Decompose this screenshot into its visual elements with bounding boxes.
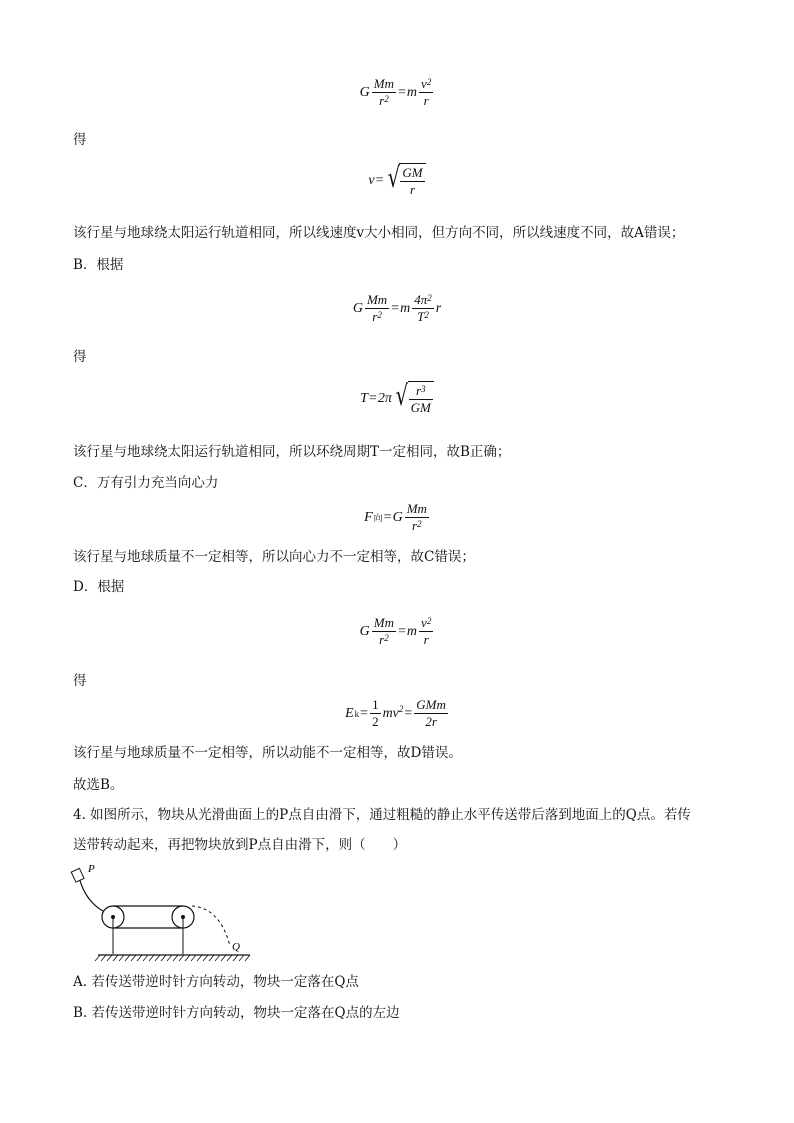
sqrt-r3-over-gm: √ $\frac{r^3}{GM}$: [393, 381, 434, 416]
option-b: B. 若传送带逆时针方向转动，物块一定落在Q点的左边: [73, 1005, 400, 1021]
text-de-2: 得: [73, 349, 87, 365]
text-note-b: 该行星与地球绕太阳运行轨道相同，所以环绕周期T一定相同，故B正确；: [73, 444, 511, 460]
equation-velocity: v = √ $\frac{GM}{r}$: [0, 163, 794, 198]
fraction-v2-over-r: $\frac{v^2}{r}$: [421, 76, 432, 108]
equation-centripetal-force: F 向 = G $\frac{Mm}{r^2}$: [364, 501, 427, 533]
question-4-line-1: 4. 如图所示，物块从光滑曲面上的P点自由滑下，通过粗糙的静止水平传送带后落到地面上的Q点。若传: [73, 807, 691, 823]
option-a: A. 若传送带逆时针方向转动，物块一定落在Q点: [73, 974, 359, 990]
text-answer: 故选B。: [73, 777, 124, 793]
label-p: P: [88, 863, 95, 875]
sqrt-gm-over-r: √ $\frac{GM}{r}$: [385, 163, 426, 198]
text-note-c: 该行星与地球质量不一定相等，所以向心力不一定相等，故C错误；: [73, 549, 475, 565]
equation-period: T = 2π √ $\frac{r^3}{GM}$: [0, 381, 794, 416]
symbol-g: G: [359, 84, 370, 100]
text-note-d: 该行星与地球质量不一定相等，所以动能不一定相等，故D错误。: [73, 745, 462, 761]
text-de-3: 得: [73, 673, 87, 689]
fraction-4pi2-over-t2: $\frac{4\pi^2}{T^2}$: [414, 292, 432, 324]
text-de-1: 得: [73, 132, 87, 148]
question-4-line-2: 送带转动起来，再把物块放到P点自由滑下，则（ ）: [73, 837, 407, 853]
equation-gravity-centripetal-1: G $\frac{Mm}{r^2}$ = m $\frac{v^2}{r}$: [359, 76, 432, 108]
label-q: Q: [232, 941, 240, 953]
equation-gravity-centripetal-2: G $\frac{Mm}{r^2}$ = m $\frac{v^2}{r}$: [359, 615, 432, 647]
text-note-a: 该行星与地球绕太阳运行轨道相同，所以线速度v大小相同，但方向不同，所以线速度不同，故A错误；: [73, 225, 685, 241]
block-icon: [71, 868, 84, 882]
equation-gravity-period: G $\frac{Mm}{r^2}$ = m $\frac{4\pi^2}{T^2}$ r: [352, 292, 442, 324]
trajectory-dashed: [192, 906, 230, 946]
text-option-b-heading: B．根据: [73, 257, 124, 273]
text-option-d-heading: D．根据: [73, 579, 125, 595]
text-option-c-heading: C．万有引力充当向心力: [73, 475, 219, 491]
fraction-mm-over-r2: $\frac{Mm}{r^2}$: [373, 76, 395, 108]
conveyor-belt-figure: [70, 858, 260, 970]
equation-kinetic-energy: E k = $\frac{1}{2}$ $mv^2$ = $\frac{\text{GMm}}{2r}$: [345, 697, 446, 729]
